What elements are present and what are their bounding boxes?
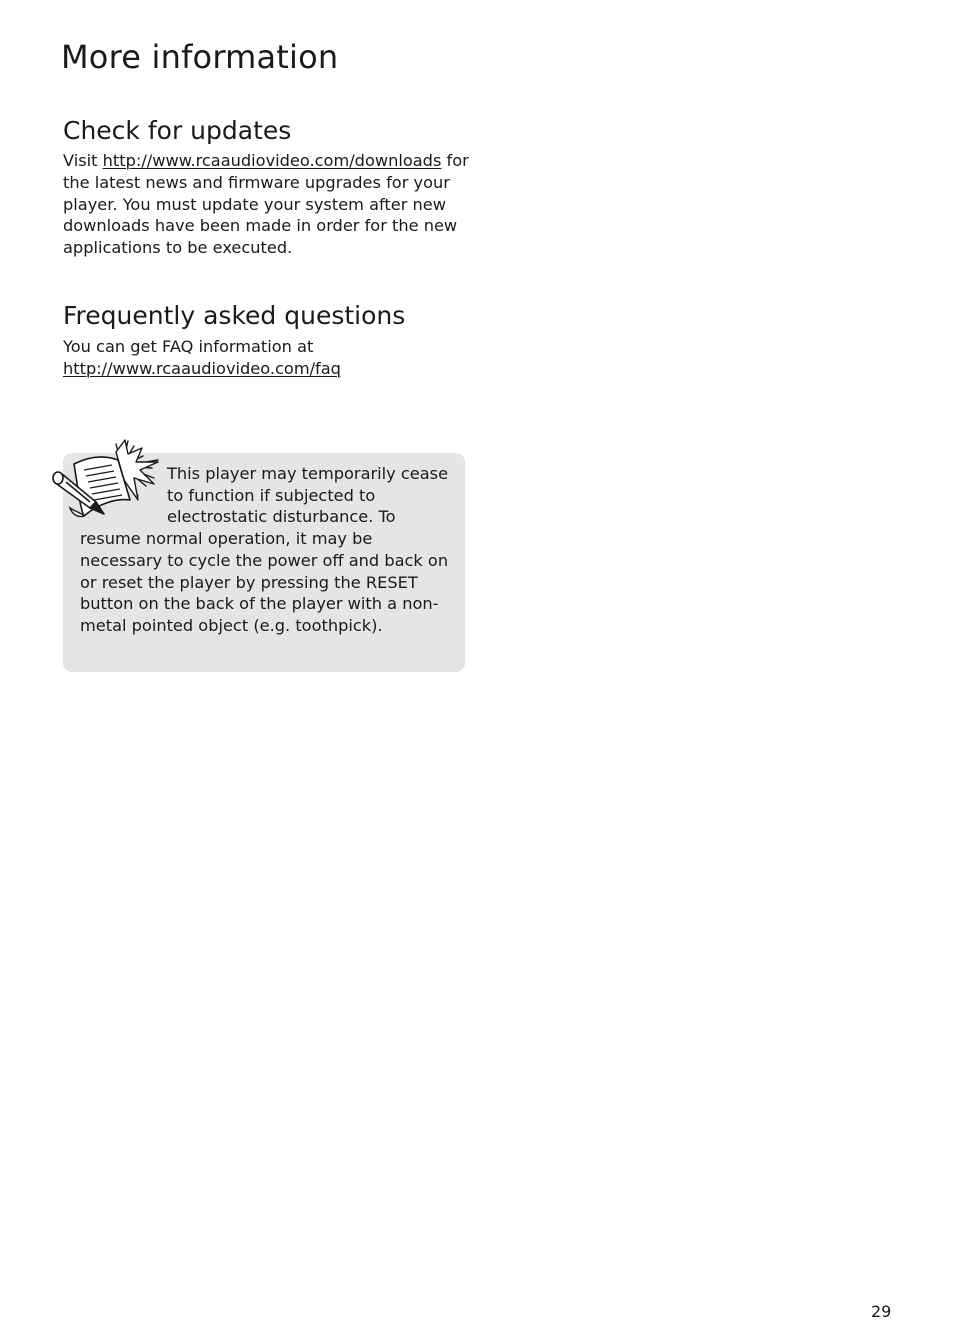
page-title: More information: [61, 38, 339, 76]
downloads-link[interactable]: http://www.rcaaudiovideo.com/downloads: [102, 151, 442, 170]
updates-body-text: for the latest news and firmware upgrades for your player. You must update your system after new downloads have been made in order for the new applications to be executed.: [63, 151, 469, 258]
check-for-updates-heading: Check for updates: [63, 116, 292, 145]
check-for-updates-paragraph: [63, 150, 471, 259]
faq-lead-text: You can get FAQ information at: [63, 337, 314, 356]
faq-link[interactable]: http://www.rcaaudiovideo.com/faq: [63, 358, 341, 378]
updates-lead-text: Visit: [63, 151, 103, 170]
faq-paragraph: [63, 336, 471, 380]
note-text: [80, 463, 455, 637]
page-number: 29: [871, 1302, 892, 1321]
faq-heading: Frequently asked questions: [63, 301, 406, 330]
note-body: This player may temporarily cease to function if subjected to electrostatic disturbance. To resume normal operation, it may be necessary to cycle the power off and back on or reset the player by pressing the RESET button on the back of the player with a non-metal pointed object (e.g. toothpick).: [80, 464, 449, 635]
